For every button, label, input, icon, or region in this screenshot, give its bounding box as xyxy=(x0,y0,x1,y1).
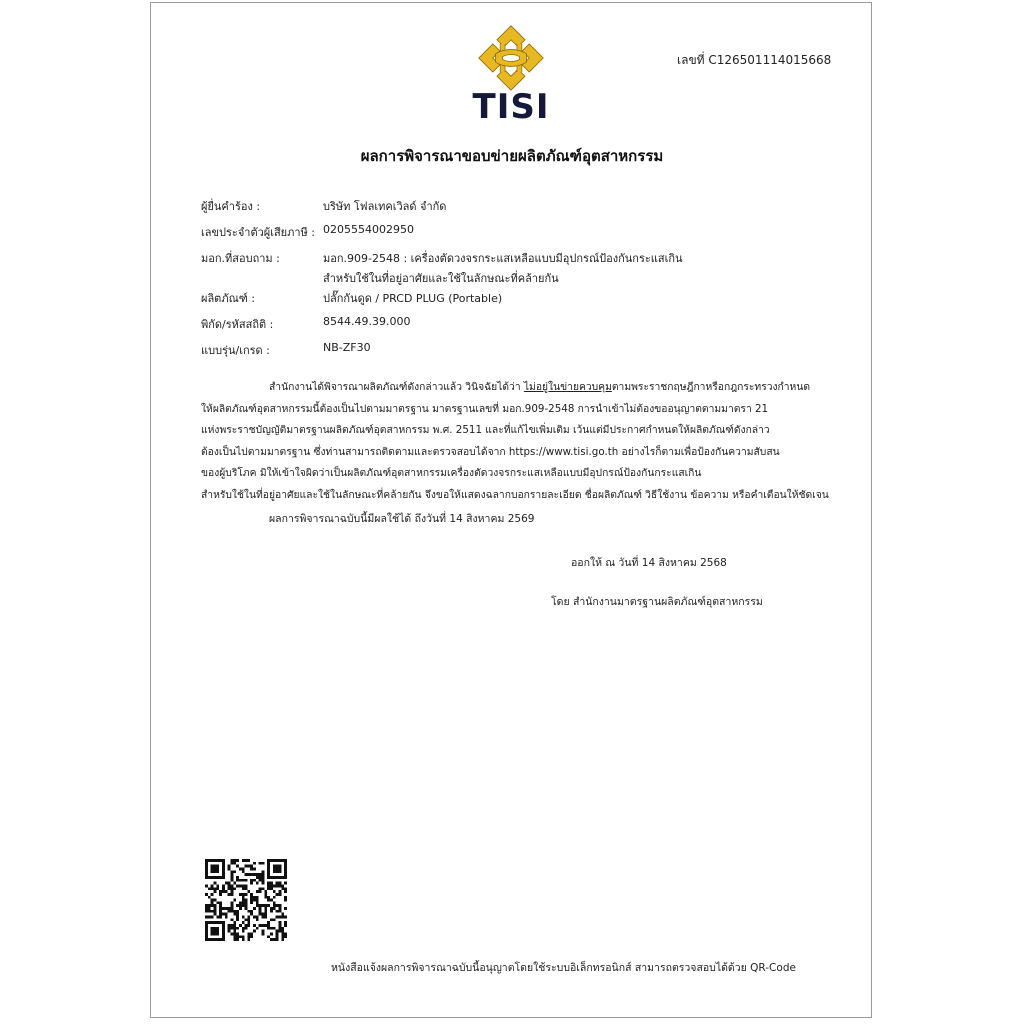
issuing-authority: โดย สำนักงานมาตรฐานผลิตภัณฑ์อุตสาหกรรม xyxy=(551,596,763,608)
decision-line-5: ของผู้บริโภค มิให้เข้าใจผิดว่าเป็นผลิตภัณฑ์อุตสาหกรรมเครื่องตัดวงจรกระแสเหลือแบบมีอุปกรณ์ป้องกันกระแสเกิน xyxy=(201,467,702,480)
product-label: ผลิตภัณฑ์ : xyxy=(201,292,256,305)
decision-line-2: ให้ผลิตภัณฑ์อุตสาหกรรมนี้ต้องเป็นไปตามมาตรฐาน มาตรฐานเลขที่ มอก.909-2548 การนำเข้าไม่ต้องขออนุญาตตามมาตรา 21 xyxy=(201,402,769,415)
applicant-label: ผู้ยื่นคำร้อง : xyxy=(201,200,261,213)
taxid-label: เลขประจำตัวผู้เสียภาษี : xyxy=(201,226,316,239)
taxid-value: 0205554002950 xyxy=(323,223,414,236)
model-value: NB-ZF30 xyxy=(323,341,371,354)
standard-value-line1: มอก.909-2548 : เครื่องตัดวงจรกระแสเหลือแบบมีอุปกรณ์ป้องกันกระแสเกิน xyxy=(323,252,683,265)
issue-date: ออกให้ ณ วันที่ 14 สิงหาคม 2568 xyxy=(571,557,727,569)
decision-paragraph xyxy=(201,377,841,507)
tisi-logo xyxy=(463,23,559,127)
validity-statement: ผลการพิจารณาฉบับนี้มีผลใช้ได้ ถึงวันที่ 14 สิงหาคม 2569 xyxy=(269,513,535,525)
standard-value-line2: สำหรับใช้ในที่อยู่อาศัยและใช้ในลักษณะที่คล้ายกัน xyxy=(323,272,559,285)
document-page xyxy=(150,2,872,1018)
decision-line-4: ต้องเป็นไปตามมาตรฐาน ซึ่งท่านสามารถติดตามและตรวจสอบได้จาก https://www.tisi.go.th อย่างไรก็ตามเพื่อป้องกันความสับสน xyxy=(201,445,780,458)
not-controlled-text: ไม่อยู่ในข่ายควบคุม xyxy=(523,381,612,393)
product-value: ปลั๊กกันดูด / PRCD PLUG (Portable) xyxy=(323,292,503,305)
hscode-label: พิกัด/รหัสสถิติ : xyxy=(201,318,274,331)
hscode-value: 8544.49.39.000 xyxy=(323,315,411,328)
document-title: ผลการพิจารณาขอบข่ายผลิตภัณฑ์อุตสาหกรรม xyxy=(360,147,664,165)
decision-line-1 xyxy=(201,377,841,399)
decision-line-1-start: สำนักงานได้พิจารณาผลิตภัณฑ์ดังกล่าวแล้ว วินิจฉัยได้ว่า xyxy=(269,381,524,393)
applicant-value: บริษัท โฟลเทคเวิลด์ จำกัด xyxy=(323,200,447,213)
document-number: เลขที่ C126501114015668 xyxy=(677,53,832,67)
decision-line-1-end: ตามพระราชกฤษฎีกาหรือกฎกระทรวงกำหนด xyxy=(611,381,811,393)
footer-note: หนังสือแจ้งผลการพิจารณาฉบับนี้อนุญาตโดยใช้ระบบอิเล็กทรอนิกส์ สามารถตรวจสอบได้ด้วย QR-Code xyxy=(331,962,796,974)
tisi-logo-text: TISI xyxy=(472,87,550,127)
model-label: แบบรุ่น/เกรด : xyxy=(201,344,270,357)
decision-line-3: แห่งพระราชบัญญัติมาตรฐานผลิตภัณฑ์อุตสาหกรรม พ.ศ. 2511 และที่แก้ไขเพิ่มเติม เว้นแต่มีประกาศกำหนดให้ผลิตภัณฑ์ดังกล่าว xyxy=(201,424,770,437)
standard-label: มอก.ที่สอบถาม : xyxy=(201,252,280,265)
decision-line-6: สำหรับใช้ในที่อยู่อาศัยและใช้ในลักษณะที่คล้ายกัน จึงขอให้แสดงฉลากบอกรายละเอียด ชื่อผลิตภัณฑ์ วิธีใช้งาน ข้อความ หรือคำเตือนให้ชัดเจน xyxy=(201,488,829,501)
qr-code-icon[interactable] xyxy=(205,859,287,941)
tisi-emblem-icon xyxy=(476,23,546,93)
